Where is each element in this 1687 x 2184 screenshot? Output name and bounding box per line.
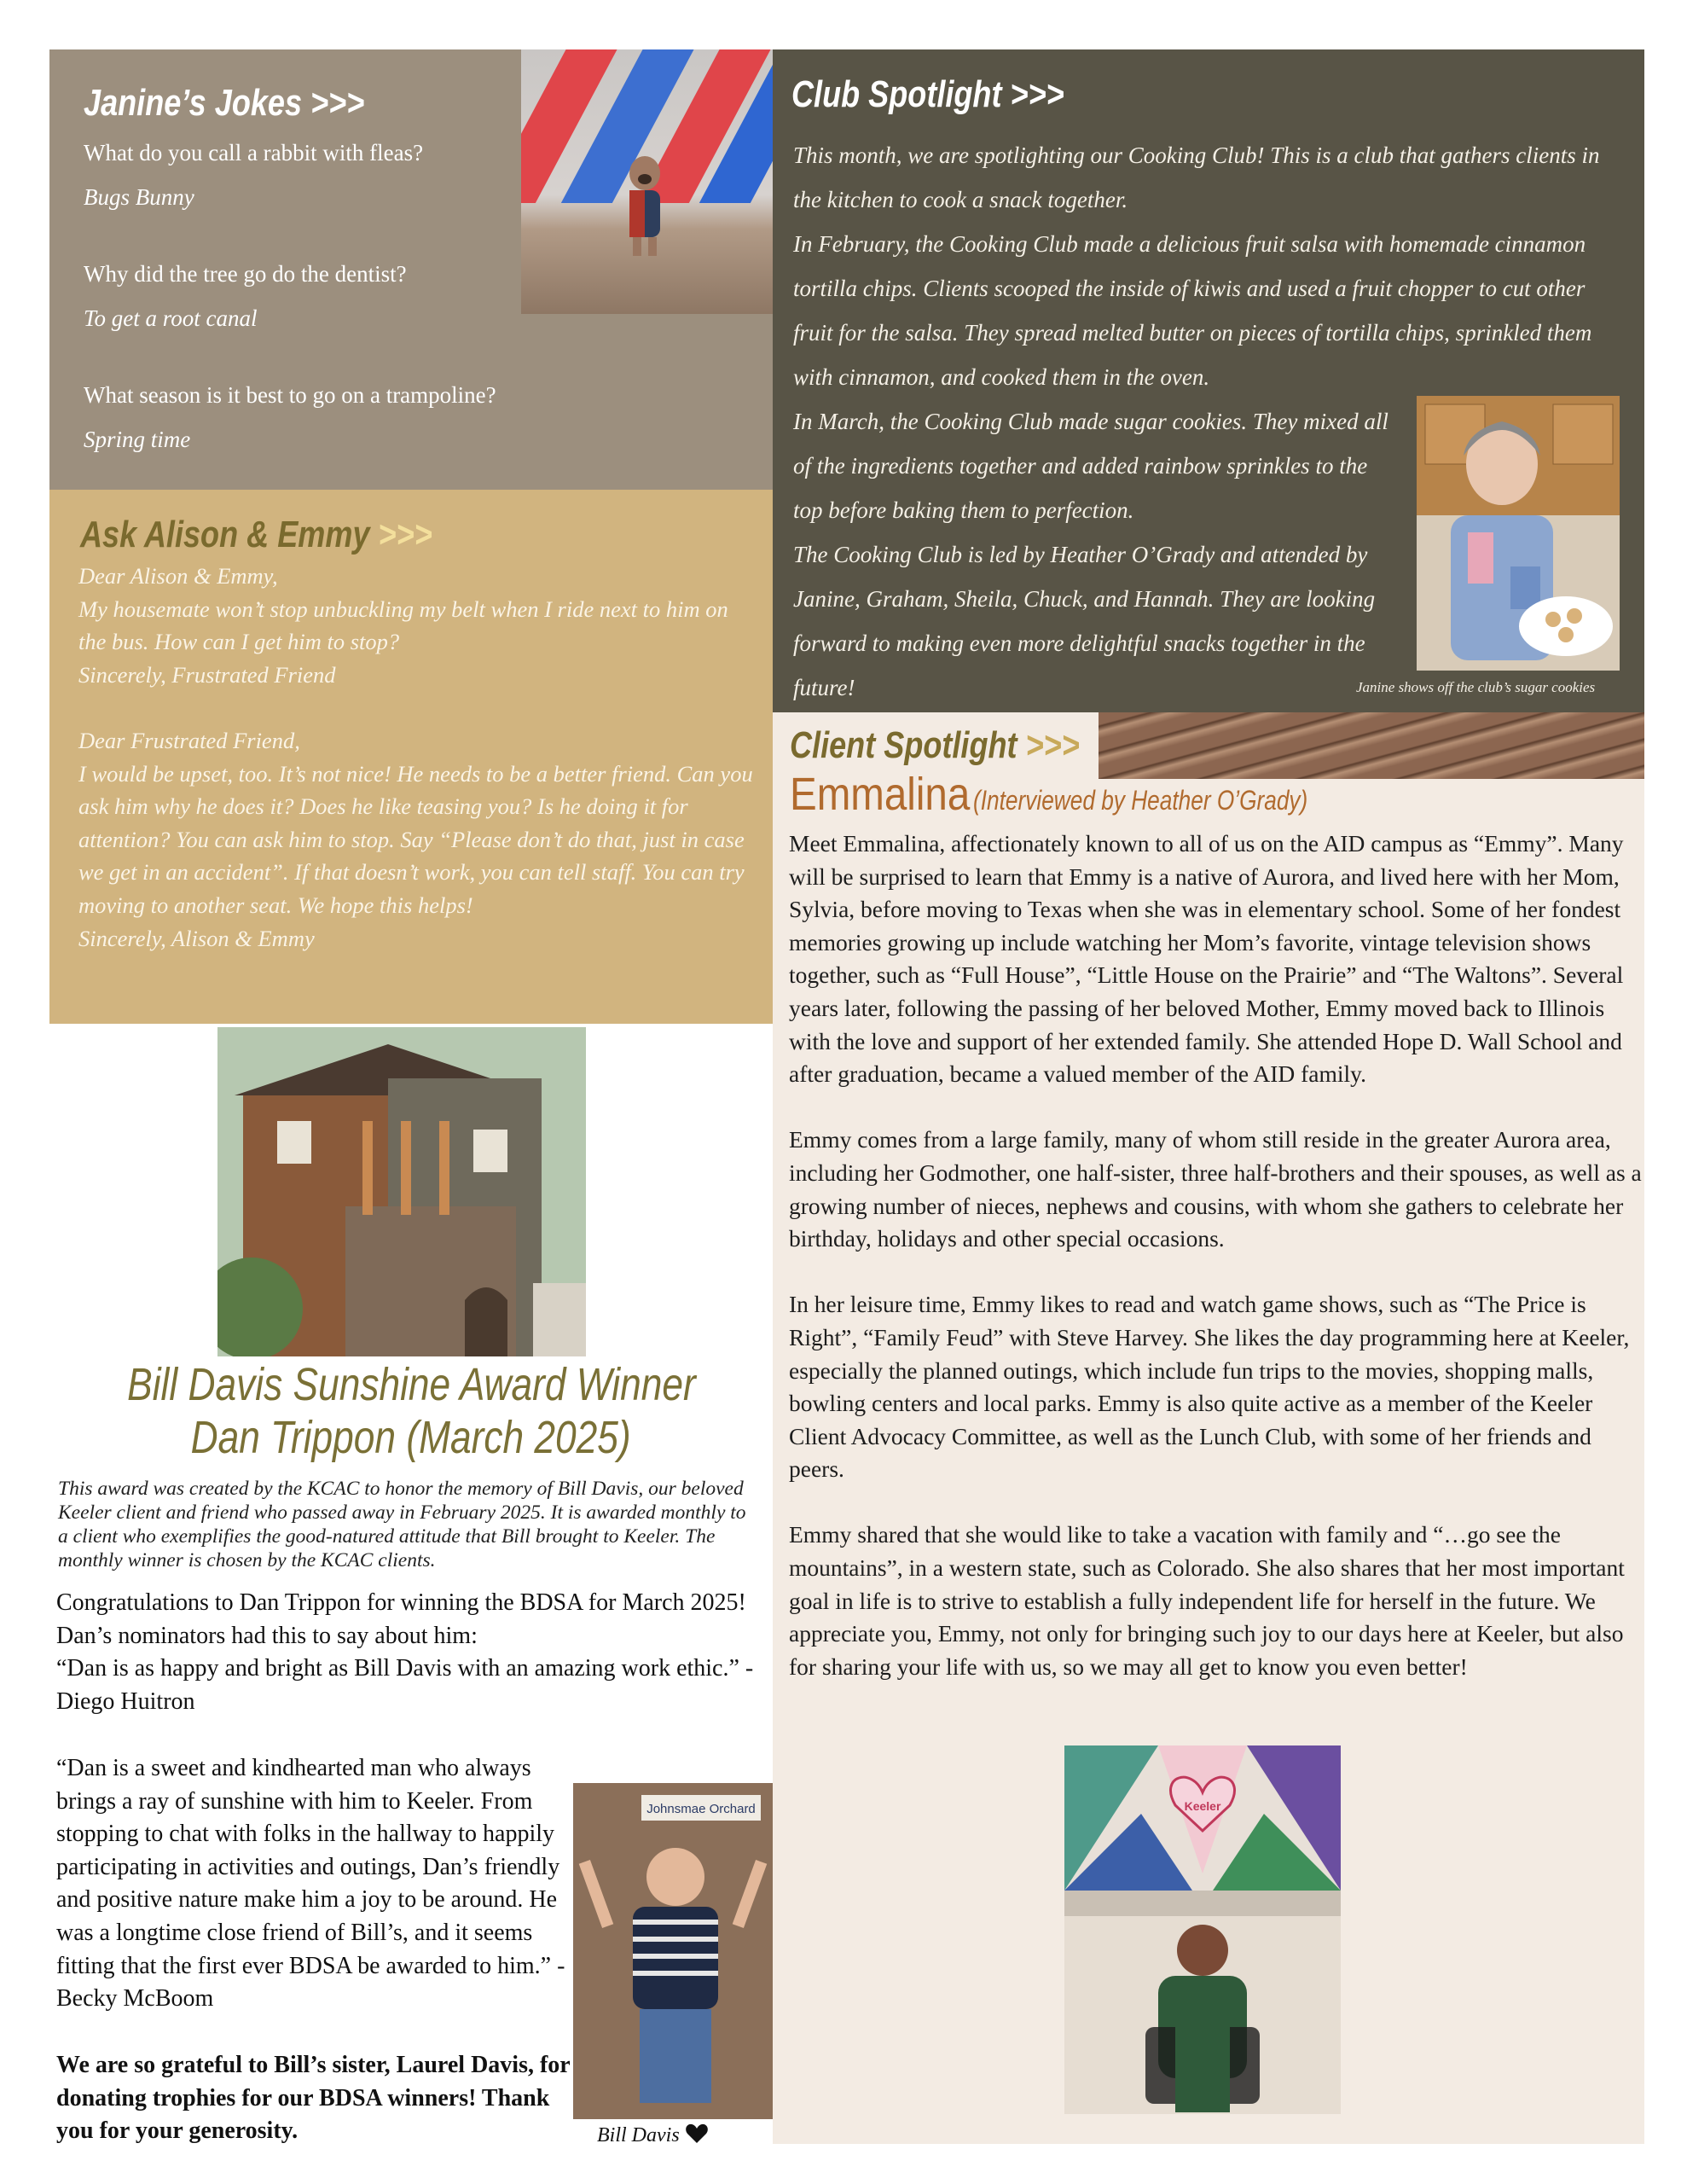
ask-title	[80, 514, 432, 556]
emmy-photo	[1064, 1745, 1341, 2114]
ask-title-arrows: >>>	[378, 514, 432, 555]
ask-alison-emmy-section	[49, 490, 773, 1024]
award-title-line1: Bill Davis Sunshine Award Winner	[126, 1359, 696, 1410]
club-paragraph-3: In March, the Cooking Club made sugar cookies. They mixed all of the ingredients together and added rainbow sprinkles to the top before baking them to perfection.	[793, 409, 1388, 523]
joke-question-3: What season is it best to go on a trampoline?	[84, 382, 496, 408]
award-title	[49, 1358, 773, 1464]
joke-question-1: What do you call a rabbit with fleas?	[84, 140, 424, 166]
ask-line	[78, 691, 761, 724]
client-paragraph: Emmy shared that she would like to take a vacation with family and “…go see the mountains”, in a western state, such as Colorado. She also shares that her most important goal in life is to strive to establish a fully independent life for herself in the future. We appreciate you, Emmy, not only for bringing such joy to our days here at Keeler, but also for sharing your life with us, so we may all get to know you even better!	[789, 1521, 1625, 1680]
club-paragraph-1: This month, we are spotlighting our Cooking Club! This is a club that gathers clients in the kitchen to cook a snack together.	[793, 142, 1600, 212]
mural-heart-text: Keeler	[1184, 1799, 1221, 1813]
client-paragraph: Meet Emmalina, affectionately known to all of us on the AID campus as “Emmy”. Many will be surprised to learn that Emmy is a native of Aurora, and lived here with her Mom, Sylvia, before moving to Texas when she was in elementary school. Some of her fondest memories growing up include watching her Mom’s favorite, vintage television shows together, such as “Full House”, “Little House on the Prairie” and “The Waltons”. Several years later, following the passing of her beloved Mother, Emmy moved back to Illinois with the love and support of her extended family. She attended Hope D. Wall School and after graduation, became a valued member of the AID family.	[789, 830, 1624, 1088]
heart-icon	[685, 2123, 709, 2145]
ask-line: I would be upset, too. It’s not nice! He needs to be a better friend. Can you ask him why he does it? Does he like teasing you? Is he doing it for attention? You can ask him to stop. Say “Please don’t do that, just in case we get in an accident”. If that doesn’t work, you can tell staff. You can try moving to another seat. We hope this helps!	[78, 760, 753, 918]
pug-photo	[521, 49, 773, 314]
award-quote-1: “Dan is as happy and bright as Bill Davis with an amazing work ethic.” -Diego Huitron	[56, 1655, 754, 1715]
award-thanks: We are so grateful to Bill’s sister, Laurel Davis, for donating trophies for our BDSA winners! Thank you for your generosity.	[56, 2052, 571, 2145]
house-photo	[217, 1027, 586, 1356]
club-photo-caption: Janine shows off the club’s sugar cookies	[1356, 679, 1596, 695]
award-congrats: Congratulations to Dan Trippon for winning the BDSA for March 2025! Dan’s nominators had this to say about him:	[56, 1589, 746, 1649]
client-paragraph: Emmy comes from a large family, many of whom still reside in the greater Aurora area, including her Godmother, one half-sister, three half-brothers and their spouses, as well as a growing number of nieces, nephews and cousins, with whom she gathers to celebrate her birthday, holidays and other special occasions.	[789, 1126, 1642, 1252]
club-paragraph-4: The Cooking Club is led by Heather O’Grady and attended by Janine, Graham, Sheila, Chuck, and Hannah. They are looking forward to making even more delightful snacks together in the future!	[793, 542, 1376, 700]
ask-line: My housemate won’t stop unbuckling my belt when I ride next to him on the bus. How can I get him to stop?	[78, 595, 728, 655]
joke-question-2: Why did the tree go do the dentist?	[84, 261, 407, 287]
ask-letter	[78, 560, 761, 955]
ask-line: Dear Alison & Emmy,	[78, 563, 278, 589]
award-description: This award was created by the KCAC to honor the memory of Bill Davis, our beloved Keeler client and friend who passed away in February 2025. It is awarded monthly to a client who exemplifies the good-natured attitude that Bill brought to Keeler. The monthly winner is chosen by the KCAC clients.	[58, 1478, 746, 1571]
cooking-club-photo	[1417, 396, 1620, 671]
client-interviewer: (Interviewed by Heather O’Grady)	[972, 785, 1307, 816]
orchard-sign-text: Johnsmae Orchard	[646, 1802, 756, 1816]
award-title-line2: Dan Trippon (March 2025)	[190, 1412, 632, 1463]
ask-title-text: Ask Alison & Emmy	[80, 514, 370, 555]
client-title-arrows: >>>	[1025, 724, 1080, 766]
bill-davis-caption	[597, 2123, 709, 2147]
ask-line: Sincerely, Alison & Emmy	[78, 925, 315, 951]
jokes-title: Janine’s Jokes >>>	[84, 82, 365, 124]
ask-line: Dear Frustrated Friend,	[78, 727, 300, 753]
joke-answer-1: Bugs Bunny	[84, 184, 194, 210]
client-name: Emmalina	[790, 769, 971, 820]
award-quote-2: “Dan is a sweet and kindhearted man who always brings a ray of sunshine with him to Keeler. From stopping to chat with folks in the hallway to happily participating in activities and outings, Dan’s friendly and positive nature make him a joy to be around. He was a longtime close friend of Bill’s, and it seems fitting that the first ever BDSA be awarded to him.” -Becky McBoom	[56, 1755, 565, 2013]
pug-figure	[619, 143, 670, 263]
client-article	[789, 828, 1642, 1683]
award-body	[56, 1587, 756, 1718]
client-name-heading	[790, 768, 1381, 821]
bill-caption-text: Bill Davis	[597, 2124, 680, 2146]
client-title	[790, 724, 1080, 767]
ask-line: Sincerely, Frustrated Friend	[78, 661, 336, 688]
joke-answer-3: Spring time	[84, 427, 191, 452]
club-title: Club Spotlight >>>	[791, 73, 1064, 115]
club-paragraph-2: In February, the Cooking Club made a delicious fruit salsa with homemade cinnamon tortilla chips. Clients scooped the inside of kiwis and used a fruit chopper to cut other fruit for the salsa. They spread melted butter on pieces of tortilla chips, sprinkled them with cinnamon, and cooked them in the oven.	[793, 231, 1592, 390]
joke-answer-2: To get a root canal	[84, 305, 258, 331]
client-paragraph: In her leisure time, Emmy likes to read and watch game shows, such as “The Price is Right”, “Family Feud” with Steve Harvey. She likes the day programming here at Keeler, especially the planned outings, which include fun trips to the movies, shopping malls, bowling centers and local parks. Emmy is also quite active as a member of the Keeler Client Advocacy Committee, as well as the Lunch Club, with some of her friends and peers.	[789, 1291, 1630, 1483]
client-title-text: Client Spotlight	[790, 724, 1017, 766]
bill-davis-photo	[573, 1783, 773, 2119]
